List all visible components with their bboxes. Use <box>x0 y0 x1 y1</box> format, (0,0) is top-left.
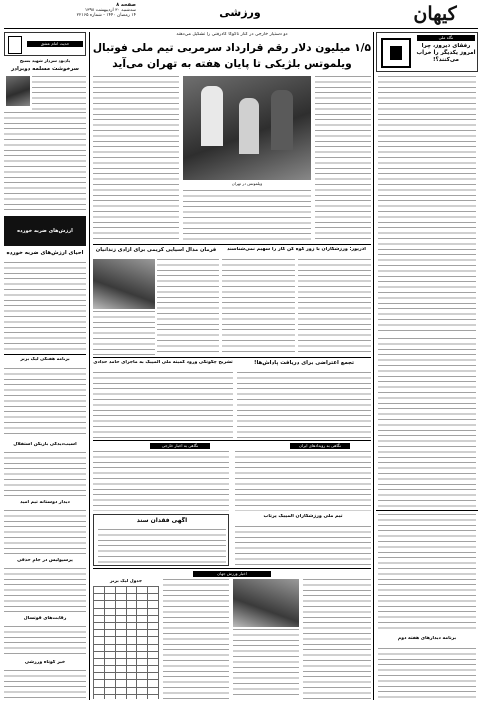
notice-title: آگهی فقدان سند <box>136 517 188 524</box>
referee-story <box>237 360 371 438</box>
left-news-title-5: خبر کوتاه ورزشی <box>24 660 66 665</box>
logo-text: کیهان <box>413 3 457 25</box>
right-body-text-3 <box>378 514 476 632</box>
table-cell <box>148 615 159 622</box>
sub-text-1 <box>298 259 371 355</box>
table-row <box>94 658 159 665</box>
lead-text-right <box>315 76 371 242</box>
sub-title: آذرپور: ورزشکاران با زور کوه کن کار را سهیم نمی‌شناسند <box>227 247 366 252</box>
table-cell <box>126 615 137 622</box>
left-text-2 <box>4 262 86 352</box>
world-text-2 <box>233 629 299 699</box>
notice-text <box>98 529 226 563</box>
table-cell <box>137 630 148 637</box>
left-text-4 <box>4 452 86 496</box>
table-row <box>94 694 159 699</box>
table-cell <box>126 680 137 687</box>
col-rule-left <box>89 32 90 700</box>
foreign-text-2 <box>235 451 371 511</box>
wrestling-text-1 <box>157 259 219 355</box>
table-cell <box>94 644 105 651</box>
table-cell <box>94 666 105 673</box>
table-cell <box>126 644 137 651</box>
table-cell <box>115 615 126 622</box>
memorial-text <box>93 372 233 438</box>
table-cell <box>104 687 115 694</box>
table-cell <box>126 658 137 665</box>
table-cell <box>94 658 105 665</box>
table-cell <box>126 630 137 637</box>
league-table-title: جدول لیگ برتر <box>110 579 142 584</box>
table-cell <box>115 601 126 608</box>
lead-photo <box>183 76 311 180</box>
table-cell <box>126 622 137 629</box>
table-cell <box>137 687 148 694</box>
table-cell <box>94 594 105 601</box>
ad-banner-text: ارزش‌های ضربه خورده <box>17 228 73 234</box>
left-text-8 <box>4 670 86 698</box>
table-cell <box>104 630 115 637</box>
table-cell <box>148 601 159 608</box>
olympic-text <box>235 526 371 566</box>
table-cell <box>115 622 126 629</box>
table-cell <box>104 608 115 615</box>
table-cell <box>148 694 159 699</box>
table-cell <box>94 587 105 594</box>
profile-title: یادبود سردار شهید بسیج <box>19 58 71 63</box>
profile-photo <box>6 76 30 106</box>
wrestling-title: فرمان مدال آسیایی کریمی برای آزادی زندانیان <box>95 247 217 253</box>
table-cell <box>126 673 137 680</box>
foreign-tag-2: نگاهی به رویدادهای ایران <box>290 443 350 449</box>
wrestling-text-2 <box>93 311 155 355</box>
col-rule-right <box>373 32 374 700</box>
olympic-story <box>235 514 371 566</box>
mid-rule-1 <box>93 357 371 358</box>
section-title: ورزشی <box>219 6 261 19</box>
table-cell <box>126 651 137 658</box>
right-headline: رفقای دیروز، چرا امروز یکدیگر را خراب می‌کنند؟! <box>416 43 476 63</box>
table-row <box>94 630 159 637</box>
issue-page: صفحه ۸ <box>116 2 136 8</box>
sub-story <box>222 247 371 355</box>
document-icon <box>381 38 411 68</box>
table-cell <box>115 694 126 699</box>
table-cell <box>104 680 115 687</box>
table-row <box>94 651 159 658</box>
table-cell <box>137 651 148 658</box>
left-text-1 <box>4 112 86 212</box>
right-body-text <box>378 76 476 334</box>
table-cell <box>137 637 148 644</box>
table-row <box>94 587 159 594</box>
left-divider <box>4 354 86 355</box>
table-cell <box>148 630 159 637</box>
left-headline-1: احیای ارزش‌های ضربه خورده <box>6 250 84 256</box>
table-row <box>94 608 159 615</box>
left-text-7 <box>4 626 86 656</box>
table-cell <box>115 666 126 673</box>
table-cell <box>104 651 115 658</box>
lead-text-left <box>93 76 179 242</box>
table-cell <box>137 587 148 594</box>
right-header-tag: نگاه ملی <box>417 35 475 41</box>
table-cell <box>115 687 126 694</box>
table-cell <box>94 651 105 658</box>
table-cell <box>126 694 137 699</box>
right-bottom-headline: برنامه دیدار‌های هفته دوم <box>397 636 457 641</box>
table-cell <box>104 644 115 651</box>
memorial-title: تشریح چگونگی ورود کمیته ملی المپیک به ماجرای حامد حدادی <box>93 360 233 365</box>
table-cell <box>137 644 148 651</box>
table-cell <box>104 601 115 608</box>
left-news-title-1: آسیب‌دیدگی بازیکن استقلال <box>13 442 77 447</box>
table-cell <box>115 608 126 615</box>
league-table-grid <box>93 586 159 699</box>
table-cell <box>115 630 126 637</box>
table-cell <box>115 587 126 594</box>
logo <box>392 1 478 27</box>
wrestling-photo <box>93 259 155 309</box>
left-header-tag: حدیث امام عشق <box>27 41 83 47</box>
table-cell <box>115 651 126 658</box>
lead-kicker: دو دستیار خارجی در کنار ناکوکا کادرفنی را تشکیل می‌دهند <box>176 32 288 37</box>
table-cell <box>126 608 137 615</box>
table-cell <box>137 622 148 629</box>
table-cell <box>94 608 105 615</box>
issue-number: ۱۴ رمضان ۱۴۴۰ - شماره ۲۲۱۶۵ <box>76 13 136 18</box>
table-cell <box>115 637 126 644</box>
table-row <box>94 615 159 622</box>
table-row <box>94 687 159 694</box>
sub-text-2 <box>222 259 295 355</box>
table-cell <box>137 666 148 673</box>
table-cell <box>104 673 115 680</box>
lead-title-line2: ویلموتس بلژیکی تا پایان هفته به تهران می‌آید <box>112 58 352 70</box>
right-divider <box>376 510 478 511</box>
table-cell <box>148 651 159 658</box>
masthead <box>0 0 482 30</box>
world-news-title: اخبار ورزش جهان <box>193 571 271 577</box>
table-cell <box>104 587 115 594</box>
table-cell <box>104 594 115 601</box>
table-cell <box>94 673 105 680</box>
mid-rule-3 <box>93 568 371 569</box>
table-row <box>94 666 159 673</box>
profile-subtitle: سرخوشت مسلمه دوبرادر <box>11 66 79 72</box>
left-news-title-4: رقابت‌های فوتسال <box>23 616 67 621</box>
table-cell <box>137 694 148 699</box>
table-row <box>94 622 159 629</box>
left-text-6 <box>4 568 86 612</box>
table-cell <box>126 587 137 594</box>
table-row <box>94 601 159 608</box>
table-cell <box>126 601 137 608</box>
left-news-title-3: پرسپولیس در جام حذفی <box>17 558 73 563</box>
table-cell <box>104 637 115 644</box>
table-cell <box>115 673 126 680</box>
table-cell <box>137 673 148 680</box>
table-row <box>94 637 159 644</box>
table-cell <box>94 680 105 687</box>
program-title: برنامه هفتگی لیگ برتر <box>20 357 70 362</box>
referee-text <box>237 372 371 438</box>
lead-story <box>93 32 371 242</box>
memorial-story <box>93 360 233 438</box>
table-cell <box>148 594 159 601</box>
left-header-box <box>4 32 86 56</box>
table-cell <box>115 658 126 665</box>
table-cell <box>137 658 148 665</box>
table-cell <box>104 694 115 699</box>
world-photo <box>233 579 299 627</box>
table-cell <box>94 622 105 629</box>
world-news <box>93 571 371 700</box>
table-cell <box>137 601 148 608</box>
table-cell <box>94 687 105 694</box>
profile-text <box>32 76 86 110</box>
table-cell <box>148 644 159 651</box>
table-cell <box>126 594 137 601</box>
left-news-title-2: دیدار دوستانه تیم امید <box>20 500 70 505</box>
mid-rule-2 <box>93 440 371 441</box>
league-table <box>93 579 159 699</box>
world-text-1 <box>303 579 371 699</box>
foreign-tag-1: نگاهی به اخبار خارجی <box>150 443 210 449</box>
table-cell <box>126 637 137 644</box>
table-cell <box>115 644 126 651</box>
table-row <box>94 594 159 601</box>
table-cell <box>148 637 159 644</box>
foreign-text-1 <box>93 451 229 511</box>
table-cell <box>115 594 126 601</box>
table-cell <box>148 587 159 594</box>
left-text-3 <box>4 368 86 438</box>
table-cell <box>94 694 105 699</box>
table-cell <box>148 608 159 615</box>
left-text-5 <box>4 510 86 554</box>
lead-text-mid <box>183 190 311 242</box>
lead-photo-caption: ویلموتس در تهران <box>231 181 263 186</box>
table-cell <box>148 673 159 680</box>
table-cell <box>148 622 159 629</box>
table-cell <box>94 637 105 644</box>
right-bottom-text <box>378 648 476 698</box>
notice-box <box>93 514 229 566</box>
table-cell <box>148 658 159 665</box>
table-cell <box>104 666 115 673</box>
table-cell <box>126 687 137 694</box>
table-row <box>94 644 159 651</box>
table-cell <box>115 680 126 687</box>
flag-icon <box>8 36 22 54</box>
table-cell <box>137 608 148 615</box>
issue-date: سه‌شنبه ۳۰ اردیبهشت ۱۳۹۸ <box>84 8 136 13</box>
ad-banner <box>4 216 86 246</box>
table-cell <box>137 615 148 622</box>
left-column <box>4 32 86 700</box>
masthead-rule <box>4 28 478 29</box>
wrestling-story <box>93 247 219 355</box>
right-header-box <box>376 32 478 72</box>
table-row <box>94 673 159 680</box>
table-cell <box>137 594 148 601</box>
lead-bottom-rule <box>93 244 371 245</box>
table-cell <box>94 601 105 608</box>
table-cell <box>104 658 115 665</box>
table-cell <box>148 666 159 673</box>
table-cell <box>137 680 148 687</box>
table-cell <box>104 615 115 622</box>
table-cell <box>94 630 105 637</box>
table-cell <box>126 666 137 673</box>
table-cell <box>148 680 159 687</box>
right-body-text-2 <box>378 338 476 508</box>
world-text-3 <box>163 579 229 699</box>
table-cell <box>94 615 105 622</box>
table-row <box>94 680 159 687</box>
referee-title: تجمع اعتراضی برای دریافت پاداش‌ها! <box>254 360 354 366</box>
olympic-title: تیم ملی ورزشکاران المپیک پرتاب <box>263 514 343 519</box>
table-cell <box>148 687 159 694</box>
table-cell <box>104 622 115 629</box>
right-column <box>376 32 478 700</box>
issue-info <box>6 2 136 26</box>
lead-title-line1: ۱/۵ میلیون دلار رقم قرارداد سرمربی تیم ملی فوتبال <box>93 42 371 54</box>
